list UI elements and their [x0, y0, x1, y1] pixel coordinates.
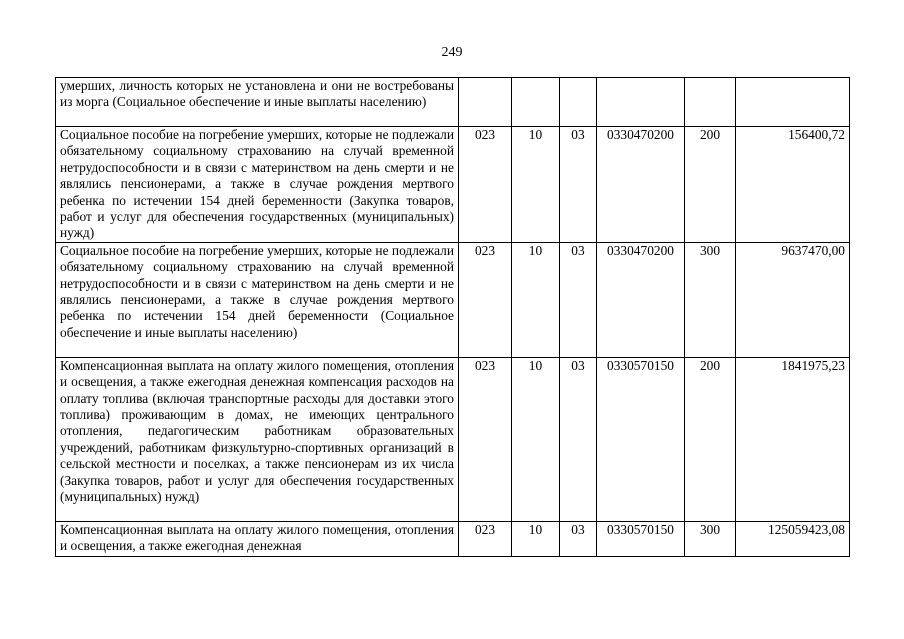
subsection-code: 03	[560, 521, 597, 556]
ministry-code: 023	[459, 521, 512, 556]
row-amount	[736, 78, 850, 127]
section-code: 10	[512, 127, 560, 243]
ministry-code: 023	[459, 357, 512, 521]
row-amount: 156400,72	[736, 127, 850, 243]
expense-type-code: 200	[685, 357, 736, 521]
table-row	[56, 521, 850, 556]
target-article-code: 0330570150	[597, 521, 685, 556]
target-article-code: 0330570150	[597, 357, 685, 521]
target-article-code	[597, 78, 685, 127]
expense-type-code: 300	[685, 521, 736, 556]
row-amount: 125059423,08	[736, 521, 850, 556]
target-article-code: 0330470200	[597, 127, 685, 243]
ministry-code: 023	[459, 242, 512, 357]
row-description: умерших, личность которых не установлена и они не востребованы из морга (Социальное обеспечение и иные выплаты населению)	[56, 78, 459, 127]
subsection-code	[560, 78, 597, 127]
section-code	[512, 78, 560, 127]
table-row	[56, 242, 850, 357]
subsection-code: 03	[560, 127, 597, 243]
section-code: 10	[512, 521, 560, 556]
expense-type-code	[685, 78, 736, 127]
ministry-code	[459, 78, 512, 127]
expense-type-code: 300	[685, 242, 736, 357]
row-amount: 1841975,23	[736, 357, 850, 521]
row-description: Социальное пособие на погребение умерших, которые не подлежали обязательному социальному страхованию на случай временной нетрудоспособности и в связи с материнством на день смерти и не являлись пенсионерами, а также в случае рождения мертвого ребенка по истечении 154 дней беременности (Социальное обеспечение и иные выплаты населению)	[56, 242, 459, 357]
target-article-code: 0330470200	[597, 242, 685, 357]
section-code: 10	[512, 357, 560, 521]
subsection-code: 03	[560, 242, 597, 357]
section-code: 10	[512, 242, 560, 357]
page-number: 249	[441, 45, 463, 60]
table-row	[56, 127, 850, 243]
ministry-code: 023	[459, 127, 512, 243]
table-row	[56, 78, 850, 127]
row-description: Компенсационная выплата на оплату жилого помещения, отопления и освещения, а также ежегодная денежная	[56, 521, 459, 556]
table-row	[56, 357, 850, 521]
row-amount: 9637470,00	[736, 242, 850, 357]
row-description: Социальное пособие на погребение умерших, которые не подлежали обязательному социальному страхованию на случай временной нетрудоспособности и в связи с материнством на день смерти и не являлись пенсионерами, а также в случае рождения мертвого ребенка по истечении 154 дней беременности (Закупка товаров, работ и услуг для обеспечения государственных (муниципальных) нужд)	[56, 127, 459, 243]
expense-type-code: 200	[685, 127, 736, 243]
row-description: Компенсационная выплата на оплату жилого помещения, отопления и освещения, а также ежегодная денежная компенсация расходов на оплату топлива (включая транспортные расходы для доставки этого топлива) проживающим в домах, не имеющих центрального отопления, педагогическим работникам образовательных учреждений, работникам физкультурно-спортивных организаций в сельской местности и поселках, а также пенсионерам из их числа (Закупка товаров, работ и услуг для обеспечения государственных (муниципальных) нужд)	[56, 357, 459, 521]
budget-table	[55, 77, 850, 557]
subsection-code: 03	[560, 357, 597, 521]
